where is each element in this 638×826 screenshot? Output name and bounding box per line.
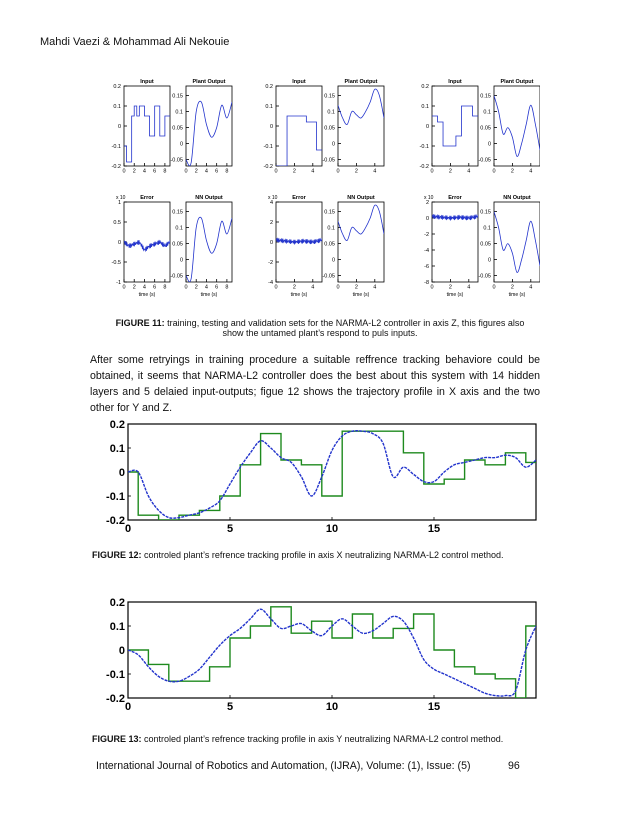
- y-tick-label: -2: [424, 231, 429, 238]
- x-tick-label: 10: [325, 701, 339, 713]
- plot-frame: [128, 602, 536, 698]
- x-tick-label: 0: [430, 168, 434, 175]
- y-tick-label: 0: [487, 141, 491, 148]
- x-tick-label: 4: [204, 168, 208, 175]
- y-tick-label: 2: [269, 219, 273, 226]
- error-exponent-label: x 10: [424, 195, 434, 201]
- x-tick-label: 2: [510, 168, 514, 175]
- y-tick-label: 0.15: [172, 93, 183, 100]
- y-tick-label: 0.1: [327, 225, 335, 232]
- y-tick-label: 0.2: [265, 83, 273, 90]
- running-header: Mahdi Vaezi & Mohammad Ali Nekouie: [40, 36, 230, 48]
- y-tick-label: 0.15: [324, 93, 335, 100]
- x-tick-label: 2: [132, 284, 136, 291]
- body-paragraph: After some retryings in training procedure a suitable reffrence tracking behaviore could be obtained, it seems that NARMA-L2 controller does the best about this system with 14 hidden layers and 5 delaied input-outputs; figue 12 shows the trajectory profile in X axis and the two other for Y and Z.: [90, 354, 540, 414]
- x-tick-label: 0: [430, 284, 434, 291]
- x-tick-label: 4: [373, 168, 377, 175]
- panel-title: Error: [140, 195, 154, 201]
- y-tick-label: -0.05: [322, 273, 335, 280]
- x-tick-label: 2: [448, 168, 452, 175]
- y-tick-label: 0.2: [109, 596, 125, 609]
- x-tick-label: 10: [325, 523, 339, 535]
- y-tick-label: 0.1: [483, 109, 491, 116]
- footer-journal: International Journal of Robotics and Automation, (IJRA), Volume: (1), Issue: (5): [96, 760, 471, 772]
- panel-title: NN Output: [347, 195, 375, 201]
- plot-frame: [432, 86, 478, 166]
- y-tick-label: 0.15: [480, 209, 491, 216]
- x-tick-label: 4: [529, 168, 533, 175]
- y-tick-label: 0: [487, 257, 491, 264]
- x-tick-label: 5: [226, 523, 234, 535]
- y-tick-label: 0.2: [109, 418, 125, 431]
- x-tick-label: 15: [427, 523, 441, 535]
- y-tick-label: -0.5: [111, 259, 121, 266]
- x-tick-label: 8: [225, 168, 229, 175]
- y-tick-label: -0.1: [263, 143, 273, 150]
- y-tick-label: -0.05: [322, 157, 335, 164]
- panel-title: Plant Output: [500, 79, 534, 85]
- time-axis-label: time (s): [508, 292, 526, 298]
- x-tick-label: 4: [467, 284, 471, 291]
- panel-title: Input: [448, 79, 462, 85]
- y-tick-label: 0.05: [172, 125, 183, 132]
- figure-12-caption: [92, 550, 552, 560]
- panel-title: Input: [292, 79, 306, 85]
- y-tick-label: -0.2: [419, 163, 429, 170]
- plot-frame: [186, 202, 232, 282]
- y-tick-label: -0.05: [478, 273, 491, 280]
- y-tick-label: 0: [118, 466, 125, 479]
- y-tick-label: -0.1: [106, 490, 125, 503]
- y-tick-label: 0.05: [172, 241, 183, 248]
- y-tick-label: 0.15: [172, 209, 183, 216]
- x-tick-label: 0: [274, 168, 278, 175]
- panel-title: NN Output: [195, 195, 223, 201]
- time-axis-label: time (s): [290, 292, 308, 298]
- plot-frame: [124, 86, 170, 166]
- y-tick-label: 0: [269, 239, 273, 246]
- y-tick-label: 0: [179, 257, 183, 264]
- y-tick-label: 0.05: [480, 125, 491, 132]
- y-tick-label: 0.15: [480, 93, 491, 100]
- x-tick-label: 0: [184, 168, 188, 175]
- x-tick-label: 8: [225, 284, 229, 291]
- time-axis-label: time (s): [200, 292, 218, 298]
- x-tick-label: 6: [215, 168, 219, 175]
- plot-frame: [276, 86, 322, 166]
- x-tick-label: 0: [492, 168, 496, 175]
- y-tick-label: 0.1: [421, 103, 429, 110]
- x-tick-label: 4: [142, 284, 146, 291]
- x-tick-label: 0: [336, 284, 340, 291]
- y-tick-label: 0: [331, 257, 335, 264]
- y-tick-label: 0.1: [175, 109, 183, 116]
- y-tick-label: 2: [425, 199, 429, 206]
- y-tick-label: 0.15: [324, 209, 335, 216]
- x-tick-label: 0: [274, 284, 278, 291]
- y-tick-label: 0: [331, 141, 335, 148]
- y-tick-label: -4: [424, 247, 429, 254]
- page-number: 96: [508, 760, 520, 772]
- x-tick-label: 15: [427, 701, 441, 713]
- plot-frame: [124, 202, 170, 282]
- x-tick-label: 4: [311, 284, 315, 291]
- y-tick-label: -0.05: [170, 273, 183, 280]
- figure-11-caption-text: training, testing and validation sets for the NARMA-L2 controller in axis Z, this figures also: [164, 318, 525, 328]
- x-tick-label: 2: [194, 168, 198, 175]
- time-axis-label: time (s): [352, 292, 370, 298]
- x-tick-label: 6: [215, 284, 219, 291]
- x-tick-label: 4: [529, 284, 533, 291]
- y-tick-label: -0.1: [111, 143, 121, 150]
- y-tick-label: -2: [268, 259, 273, 266]
- x-tick-label: 2: [194, 284, 198, 291]
- y-tick-label: 0.1: [483, 225, 491, 232]
- plot-frame: [186, 86, 232, 166]
- y-tick-label: 0.1: [113, 103, 121, 110]
- x-tick-label: 4: [204, 284, 208, 291]
- y-tick-label: -0.05: [478, 157, 491, 164]
- y-tick-label: -0.2: [106, 692, 125, 705]
- y-tick-label: 0.1: [175, 225, 183, 232]
- y-tick-label: 0.1: [265, 103, 273, 110]
- y-tick-label: -0.1: [419, 143, 429, 150]
- x-tick-label: 0: [122, 284, 126, 291]
- figure-13-caption: [92, 734, 552, 744]
- figure-11-caption: [90, 318, 550, 338]
- y-tick-label: 0.2: [421, 83, 429, 90]
- plot-frame: [128, 424, 536, 520]
- x-tick-label: 8: [163, 168, 167, 175]
- y-tick-label: -0.2: [106, 514, 125, 527]
- y-tick-label: 0.05: [324, 125, 335, 132]
- figure-11: [90, 72, 540, 304]
- y-tick-label: -0.05: [170, 157, 183, 164]
- y-tick-label: 0: [425, 215, 429, 222]
- x-tick-label: 2: [292, 168, 296, 175]
- x-tick-label: 2: [354, 168, 358, 175]
- y-tick-label: 0.2: [113, 83, 121, 90]
- panel-title: Plant Output: [344, 79, 378, 85]
- x-tick-label: 0: [184, 284, 188, 291]
- x-tick-label: 6: [153, 168, 157, 175]
- x-tick-label: 4: [142, 168, 146, 175]
- figure-11-label: FIGURE 11:: [115, 318, 165, 328]
- x-tick-label: 2: [510, 284, 514, 291]
- y-tick-label: 0: [117, 123, 121, 130]
- y-tick-label: 0.5: [113, 219, 121, 226]
- y-tick-label: -1: [116, 279, 121, 286]
- figure-13-label: FIGURE 13:: [92, 734, 142, 744]
- figure-12-caption-text: controled plant’s refrence tracking profile in axis X neutralizing NARMA-L2 control method.: [141, 550, 504, 560]
- y-tick-label: 0: [269, 123, 273, 130]
- figure-11-caption-line2: show the untamed plant’s respond to puls inputs.: [222, 328, 418, 338]
- panel-title: Error: [448, 195, 462, 201]
- y-tick-label: -4: [268, 279, 273, 286]
- x-tick-label: 2: [448, 284, 452, 291]
- y-tick-label: -0.2: [263, 163, 273, 170]
- x-tick-label: 5: [226, 701, 234, 713]
- figure-12-chart: [92, 418, 542, 536]
- y-tick-label: 1: [117, 199, 121, 206]
- panel-title: Error: [292, 195, 306, 201]
- figure-12-label: FIGURE 12:: [92, 550, 142, 560]
- panel-title: Input: [140, 79, 154, 85]
- x-tick-label: 2: [132, 168, 136, 175]
- x-tick-label: 4: [311, 168, 315, 175]
- panel-title: Plant Output: [192, 79, 226, 85]
- y-tick-label: 0.1: [327, 109, 335, 116]
- x-tick-label: 0: [124, 701, 132, 713]
- x-tick-label: 2: [292, 284, 296, 291]
- y-tick-label: -6: [424, 263, 429, 270]
- plot-frame: [432, 202, 478, 282]
- error-exponent-label: x 10: [268, 195, 278, 201]
- x-tick-label: 0: [492, 284, 496, 291]
- x-tick-label: 4: [467, 168, 471, 175]
- time-axis-label: time (s): [446, 292, 464, 298]
- plot-frame: [338, 202, 384, 282]
- x-tick-label: 2: [354, 284, 358, 291]
- x-tick-label: 4: [373, 284, 377, 291]
- x-tick-label: 8: [163, 284, 167, 291]
- y-tick-label: -8: [424, 279, 429, 286]
- plot-frame: [338, 86, 384, 166]
- y-tick-label: 0: [179, 141, 183, 148]
- y-tick-label: 0.1: [109, 620, 125, 633]
- y-tick-label: 0: [425, 123, 429, 130]
- x-tick-label: 0: [122, 168, 126, 175]
- y-tick-label: 0.05: [324, 241, 335, 248]
- y-tick-label: 0.05: [480, 241, 491, 248]
- y-tick-label: -0.1: [106, 668, 125, 681]
- y-tick-label: 0: [117, 239, 121, 246]
- y-tick-label: 4: [269, 199, 273, 206]
- x-tick-label: 6: [153, 284, 157, 291]
- figure-13-caption-text: controled plant’s refrence tracking profile in axis Y neutralizing NARMA-L2 control method.: [141, 734, 504, 744]
- time-axis-label: time (s): [138, 292, 156, 298]
- x-tick-label: 0: [336, 168, 340, 175]
- figure-13-chart: [92, 596, 542, 714]
- y-tick-label: -0.2: [111, 163, 121, 170]
- error-exponent-label: x 10: [116, 195, 126, 201]
- y-tick-label: 0.1: [109, 442, 125, 455]
- panel-title: NN Output: [503, 195, 531, 201]
- y-tick-label: 0: [118, 644, 125, 657]
- x-tick-label: 0: [124, 523, 132, 535]
